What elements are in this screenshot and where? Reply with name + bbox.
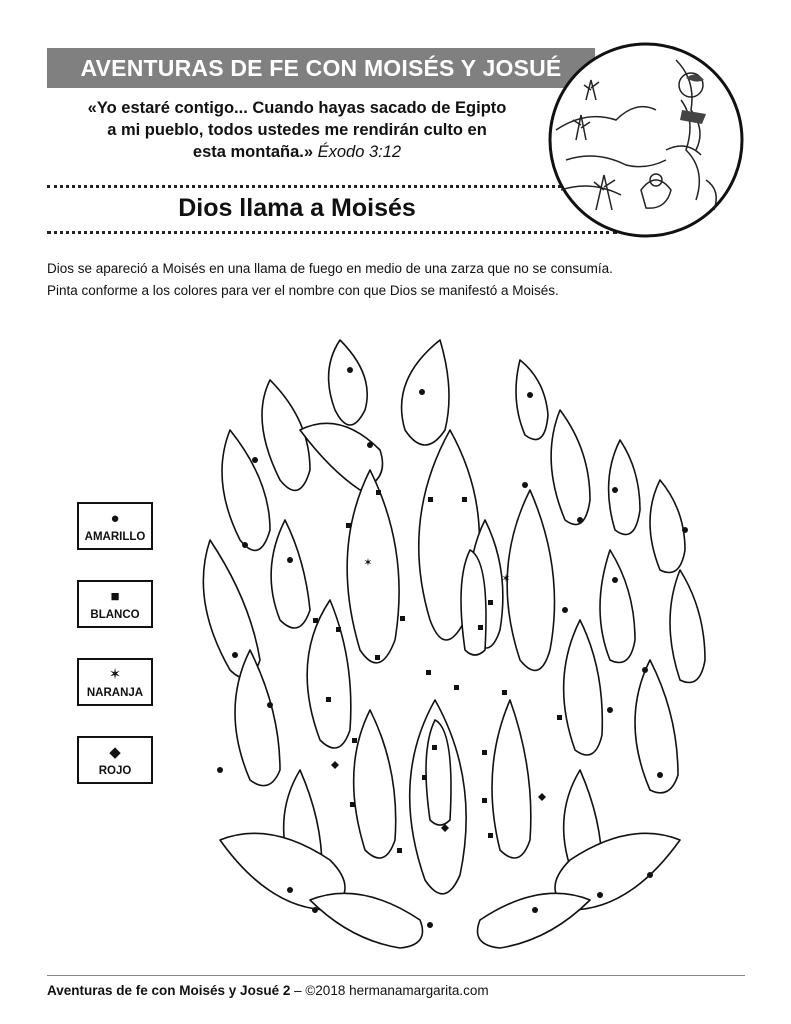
- flame-shape: [492, 700, 531, 858]
- legend-naranja: [77, 658, 153, 706]
- moses-burning-bush-illustration: [546, 40, 746, 240]
- legend-label-amarillo: AMARILLO: [84, 531, 146, 543]
- flame-shape: [609, 440, 640, 535]
- square-icon: ■: [110, 588, 120, 605]
- flame-shape: [670, 570, 705, 683]
- flame-shape: [222, 430, 270, 550]
- burning-bush-coloring-page: [190, 320, 710, 960]
- flame-shape: [635, 660, 678, 793]
- legend-label-naranja: NARANJA: [86, 687, 144, 699]
- legend-amarillo: [77, 502, 153, 550]
- flame-shape: [310, 893, 423, 948]
- flame-shape: [650, 480, 685, 573]
- flame-shape: [600, 550, 635, 663]
- flame-shape: [551, 410, 590, 525]
- diamond-icon: ◆: [109, 744, 121, 761]
- flame-shape: [329, 340, 368, 425]
- verse-quote: [47, 97, 547, 163]
- instructions: [47, 258, 747, 302]
- dotted-divider-bottom: [47, 231, 617, 234]
- flame-shape: [354, 710, 396, 858]
- verse-line-3-text: esta montaña.»: [192, 143, 314, 161]
- verse-line-2: a mi pueblo, todos ustedes me rendirán culto en: [107, 121, 487, 139]
- flame-shape: [516, 360, 548, 440]
- instructions-line-2: Pinta conforme a los colores para ver el nombre con que Dios se manifestó a Moisés.: [47, 283, 559, 298]
- footer-divider: [47, 975, 745, 976]
- instructions-line-1: Dios se apareció a Moisés en una llama de fuego en medio de una zarza que no se consumía.: [47, 261, 613, 276]
- lesson-title: Dios llama a Moisés: [178, 194, 416, 222]
- flame-shape: [564, 620, 603, 755]
- legend-label-blanco: BLANCO: [90, 609, 140, 621]
- legend-label-rojo: ROJO: [98, 765, 132, 777]
- verse-reference: Éxodo 3:12: [317, 143, 402, 161]
- footer-copyright: – ©2018 hermanamargarita.com: [290, 983, 489, 998]
- footer-book-title: Aventuras de fe con Moisés y Josué 2: [47, 983, 291, 998]
- flame-shape: [507, 490, 554, 670]
- star-marker: ✶: [363, 556, 373, 569]
- footer: [47, 982, 489, 1000]
- flame-shape: [347, 470, 399, 663]
- flame-shape: [402, 340, 449, 445]
- flame-shape: [478, 893, 591, 948]
- legend-rojo: [77, 736, 153, 784]
- dotted-divider-top: [47, 185, 567, 188]
- star-icon: ✶: [108, 666, 122, 683]
- verse-line-1: «Yo estaré contigo... Cuando hayas sacado de Egipto: [87, 99, 507, 117]
- flame-shape: [235, 650, 280, 786]
- flame-shape: [262, 380, 310, 490]
- star-marker: ✶: [501, 572, 511, 585]
- diamond-marker: [331, 761, 339, 769]
- flame-shape: [271, 520, 310, 628]
- diamond-marker: [538, 793, 546, 801]
- circle-icon: ●: [110, 510, 120, 527]
- legend-blanco: [77, 580, 153, 628]
- verse-line-3: [47, 141, 547, 163]
- banner-title: AVENTURAS DE FE CON MOISÉS Y JOSUÉ: [47, 48, 595, 88]
